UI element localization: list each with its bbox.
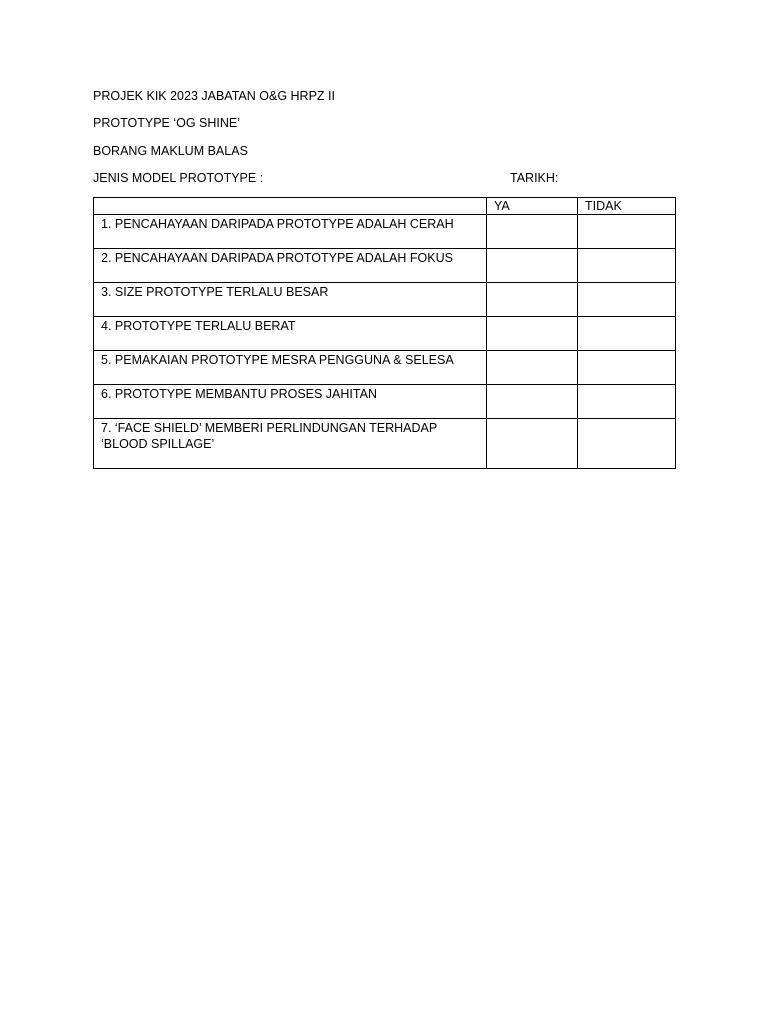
- question-cell: 7. ‘FACE SHIELD’ MEMBERI PERLINDUNGAN TERHADAP ‘BLOOD SPILLAGE’: [94, 419, 487, 469]
- table-row: [94, 215, 676, 249]
- header-tidak-cell: TIDAK: [578, 198, 676, 215]
- table-row: [94, 283, 676, 317]
- question-cell: 3. SIZE PROTOTYPE TERLALU BESAR: [94, 283, 487, 317]
- question-cell: 2. PENCAHAYAAN DARIPADA PROTOTYPE ADALAH FOKUS: [94, 249, 487, 283]
- answer-ya-cell[interactable]: [487, 283, 578, 317]
- header-question-cell: [94, 198, 487, 215]
- table-header-row: [94, 198, 676, 215]
- table-row: [94, 317, 676, 351]
- form-title: BORANG MAKLUM BALAS: [93, 144, 248, 158]
- answer-ya-cell[interactable]: [487, 351, 578, 385]
- question-cell: 5. PEMAKAIAN PROTOTYPE MESRA PENGGUNA & SELESA: [94, 351, 487, 385]
- table-row: [94, 351, 676, 385]
- answer-ya-cell[interactable]: [487, 249, 578, 283]
- table-row: [94, 419, 676, 469]
- table-row: [94, 385, 676, 419]
- project-title: PROJEK KIK 2023 JABATAN O&G HRPZ II: [93, 89, 335, 103]
- prototype-name: PROTOTYPE ‘OG SHINE’: [93, 116, 241, 130]
- answer-tidak-cell[interactable]: [578, 317, 676, 351]
- model-type-label: JENIS MODEL PROTOTYPE :: [93, 171, 264, 185]
- answer-tidak-cell[interactable]: [578, 249, 676, 283]
- answer-tidak-cell[interactable]: [578, 419, 676, 469]
- question-cell: 4. PROTOTYPE TERLALU BERAT: [94, 317, 487, 351]
- header-ya-cell: YA: [487, 198, 578, 215]
- feedback-table: [93, 197, 676, 469]
- answer-ya-cell[interactable]: [487, 385, 578, 419]
- answer-ya-cell[interactable]: [487, 215, 578, 249]
- answer-tidak-cell[interactable]: [578, 351, 676, 385]
- answer-tidak-cell[interactable]: [578, 283, 676, 317]
- answer-tidak-cell[interactable]: [578, 215, 676, 249]
- answer-ya-cell[interactable]: [487, 317, 578, 351]
- date-label: TARIKH:: [510, 171, 559, 185]
- question-cell: 6. PROTOTYPE MEMBANTU PROSES JAHITAN: [94, 385, 487, 419]
- answer-tidak-cell[interactable]: [578, 385, 676, 419]
- table-row: [94, 249, 676, 283]
- question-cell: 1. PENCAHAYAAN DARIPADA PROTOTYPE ADALAH CERAH: [94, 215, 487, 249]
- answer-ya-cell[interactable]: [487, 419, 578, 469]
